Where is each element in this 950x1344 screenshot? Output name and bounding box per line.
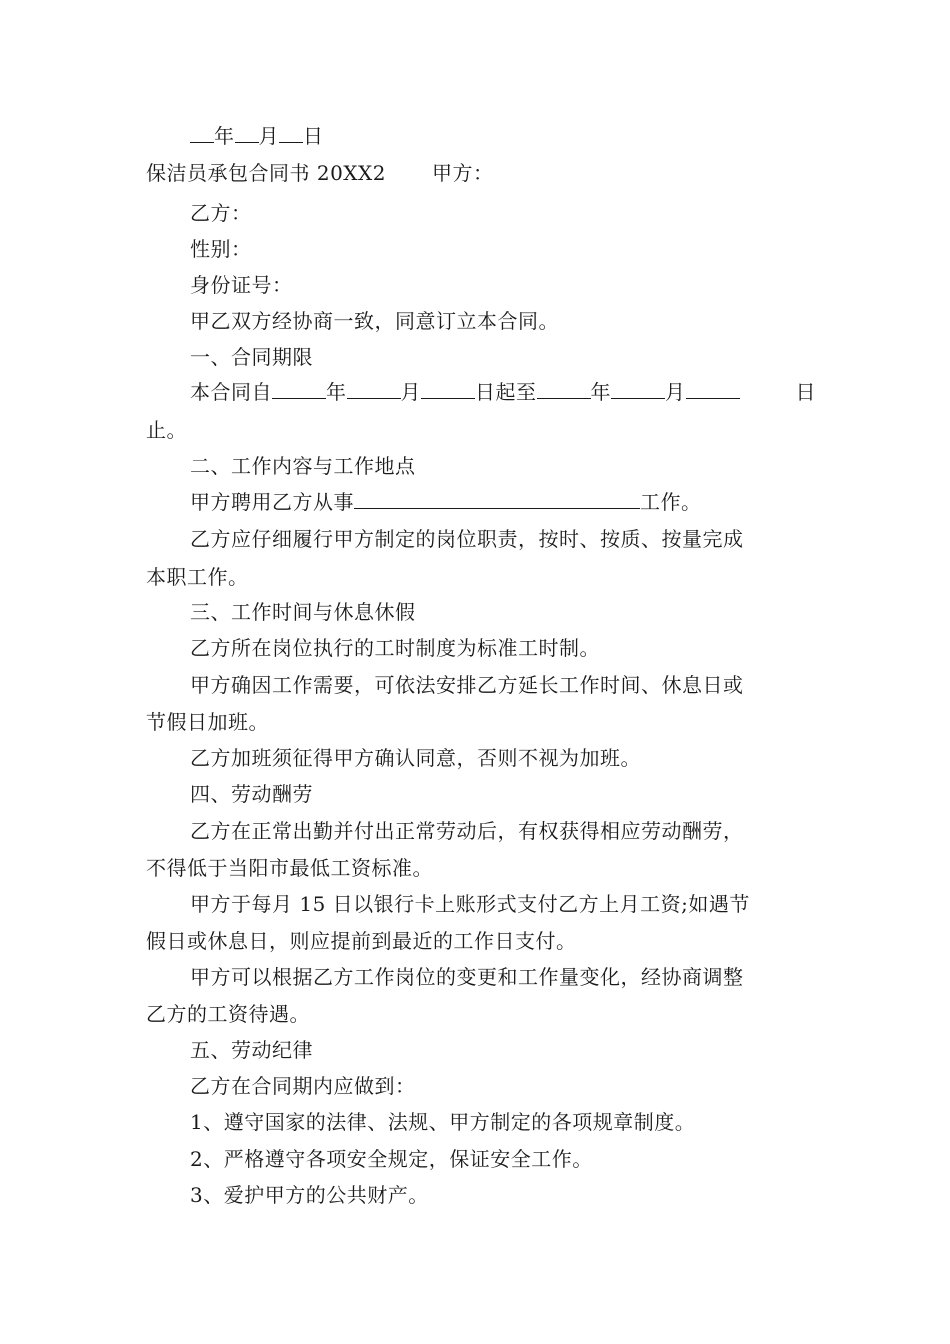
term-blank-2 bbox=[347, 380, 401, 399]
title-line bbox=[146, 159, 816, 187]
day-blank bbox=[279, 124, 303, 143]
term-blank-1 bbox=[272, 380, 326, 399]
month-label: 月 bbox=[258, 124, 279, 148]
term-blank-4 bbox=[537, 380, 591, 399]
duty-line-1: 乙方应仔细履行甲方制定的岗位职责，按时、按质、按量完成 bbox=[190, 527, 744, 551]
pay-line-2: 不得低于当阳市最低工资标准。 bbox=[146, 856, 433, 880]
id-number-label: 身份证号： bbox=[190, 273, 293, 297]
discipline-intro: 乙方在合同期内应做到： bbox=[190, 1074, 416, 1098]
payday-line-1: 甲方于每月 15 日以银行卡上账形式支付乙方上月工资;如遇节 bbox=[190, 892, 750, 916]
discipline-item-1: 1、遵守国家的法律、法规、甲方制定的各项规章制度。 bbox=[190, 1110, 696, 1134]
term-part-5: 月 bbox=[665, 380, 686, 404]
term-part-3: 日起至 bbox=[475, 380, 537, 404]
date-line bbox=[146, 122, 816, 150]
hire-prefix: 甲方聘用乙方从事 bbox=[190, 490, 354, 514]
year-label: 年 bbox=[214, 124, 235, 148]
gender-label: 性别： bbox=[190, 237, 252, 261]
month-blank bbox=[235, 124, 259, 143]
term-part-4: 年 bbox=[590, 380, 611, 404]
term-part-2: 月 bbox=[400, 380, 421, 404]
term-line bbox=[146, 378, 816, 406]
hire-line bbox=[146, 488, 816, 516]
duty-line-2: 本职工作。 bbox=[146, 565, 249, 589]
term-part-1: 年 bbox=[326, 380, 347, 404]
section1-heading: 一、合同期限 bbox=[190, 345, 313, 369]
job-blank bbox=[354, 490, 640, 509]
party-a-label: 甲方： bbox=[432, 161, 494, 185]
term-blank-3 bbox=[421, 380, 475, 399]
discipline-item-2: 2、严格遵守各项安全规定，保证安全工作。 bbox=[190, 1147, 593, 1171]
intro-paragraph: 甲乙双方经协商一致，同意订立本合同。 bbox=[190, 309, 559, 333]
party-b-label: 乙方： bbox=[190, 201, 252, 225]
section3-heading: 三、工作时间与休息休假 bbox=[190, 600, 416, 624]
section5-heading: 五、劳动纪律 bbox=[190, 1038, 313, 1062]
term-blank-5 bbox=[611, 380, 665, 399]
hours-paragraph: 乙方所在岗位执行的工时制度为标准工时制。 bbox=[190, 636, 600, 660]
document-title: 保洁员承包合同书 20XX2 bbox=[146, 161, 387, 185]
overtime-line-1: 甲方确因工作需要，可依法安排乙方延长工作时间、休息日或 bbox=[190, 673, 744, 697]
overtime-approval: 乙方加班须征得甲方确认同意，否则不视为加班。 bbox=[190, 746, 641, 770]
adjust-line-2: 乙方的工资待遇。 bbox=[146, 1002, 310, 1026]
pay-line-1: 乙方在正常出勤并付出正常劳动后，有权获得相应劳动酬劳， bbox=[190, 819, 744, 843]
discipline-item-3: 3、爱护甲方的公共财产。 bbox=[190, 1183, 429, 1207]
section2-heading: 二、工作内容与工作地点 bbox=[190, 454, 416, 478]
year-blank bbox=[190, 124, 214, 143]
adjust-line-1: 甲方可以根据乙方工作岗位的变更和工作量变化，经协商调整 bbox=[190, 965, 744, 989]
day-label: 日 bbox=[303, 124, 324, 148]
term-part-6: 日 bbox=[795, 380, 816, 404]
section4-heading: 四、劳动酬劳 bbox=[190, 782, 313, 806]
hire-suffix: 工作。 bbox=[640, 490, 702, 514]
overtime-line-2: 节假日加班。 bbox=[146, 710, 269, 734]
term-part-0: 本合同自 bbox=[190, 380, 272, 404]
payday-line-2: 假日或休息日，则应提前到最近的工作日支付。 bbox=[146, 929, 577, 953]
term-end: 止。 bbox=[146, 418, 187, 442]
term-blank-6 bbox=[686, 380, 740, 399]
